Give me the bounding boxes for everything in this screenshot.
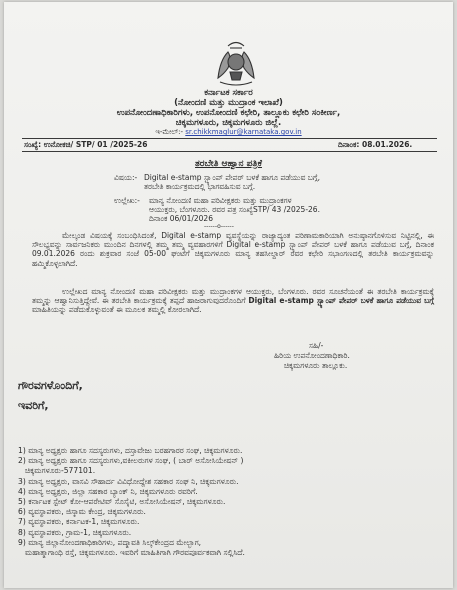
list-item: 6) ವ್ಯವಸ್ಥಾಪಕರು, ಜಿಸ್ಕಾಮ ಕೇಂದ್ರ, ಚಿಕ್ಕಮಗಳೂರು. (18, 507, 146, 517)
list-item: 8) ವ್ಯವಸ್ಥಾಪಕರು, ಗ್ರಾಮ-1, ಚಿಕ್ಕಮಗಳೂರು. (18, 527, 132, 537)
list-item: ಚಿಕ್ಕಮಗಳೂರು-577101. (25, 466, 96, 476)
body-paragraph-2-text: ಉಲ್ಲೇಖದ ಮಾನ್ಯ ನೋಂದಣಿ ಮಹಾ ಪರಿವೀಕ್ಷಕರು ಮತ್ತು ಮುದ್ರಾಂಕಗಳ ಆಯುಕ್ತರು, ಬೆಂಗಳೂರು. ರವರ ಸೂಚನೆಯಂತೆ ಈ ತರಬೇತಿ ಕಾರ್ಯಕ್ರಮಕ್ಕೆ ತಮ್ಮನ್ನು ಆಹ್ವಾನಿಸುತ್ತಿದ್ದೇವೆ. ಈ ತರಬೇತಿ ಕಾರ್ಯಕ್ರಮಕ್ಕೆ ತಪ್ಪದೆ ಹಾಜರಾಗುವುದರೊಂದಿಗೆ (32, 287, 434, 306)
list-item: 1) ಮಾನ್ಯ ಅಧ್ಯಕ್ಷರು ಹಾಗೂ ಸದಸ್ಯರುಗಳು, ದಸ್ತಾವೇಜು ಬರಹಗಾರರ ಸಂಘ, ಚಿಕ್ಕಮಗಳೂರು. (18, 446, 243, 455)
body-paragraph-2 (32, 287, 434, 315)
header-rule-bottom (22, 151, 437, 152)
list-item: 4) ಮಾನ್ಯ ಅಧ್ಯಕ್ಷರು, ಜಿಲ್ಲಾ ಸಹಕಾರ ಬ್ಯಾಂಕ್ ನಿ, ಚಿಕ್ಕಮಗಳೂರು ರವರಿಗೆ. (18, 486, 198, 496)
document-page (4, 2, 453, 588)
document-title: ತರಬೇತಿ ಆಹ್ವಾನ ಪತ್ರಿಕೆ (195, 159, 262, 169)
signature-sd: ಸಹಿ/- (309, 341, 324, 350)
list-item: 3) ಮಾನ್ಯ ಅಧ್ಯಕ್ಷರು, ವಾಸವಿ ಸೌಹಾರ್ದ ವಿವಿಧೋದ್ದೇಶ ಸಹಕಾರ ಸಂಘ ನಿ, ಚಿಕ್ಕಮಗಳೂರು. (18, 476, 239, 486)
list-item: 7) ವ್ಯವಸ್ಥಾಪಕರು, ಕರ್ನಾಟಕ-1, ಚಿಕ್ಕಮಗಳೂರು. (18, 517, 140, 527)
list-item: 9) ಮಾನ್ಯ ಜಿಲ್ಲಾನೋಂದಣಾಧಿಕಾರಿಗಳು, ಪದ್ಮಾವತಿ ಸಿಲ್ಕ್‌ಕೇಂದ್ರದ ಮೇಲ್ಭಾಗ, (18, 537, 202, 547)
subject-label: ವಿಷಯ:- (114, 173, 138, 182)
list-item: 5) ಕರ್ನಾಟಕ ಸ್ಟೇಟ್ ಕೋ-ಆಪರೇಟಿವ್ ಸೊಸೈಟಿ, ಅಸೋಸಿಯೇಷನ್, ಚಿಕ್ಕಮಗಳೂರು. (18, 497, 226, 507)
body-paragraph-1: ಮೇಲ್ಕಂಡ ವಿಷಯಕ್ಕೆ ಸಂಬಂಧಿಸಿದಂತೆ, Digital e-stamp ವ್ಯವಸ್ಥೆಯನ್ನು ರಾಜ್ಯಾದ್ಯಂತ ಪರಿಣಾಮಕಾರಿಯಾಗಿ ಅನುಷ್ಠಾನಗೊಳಿಸುವ ನಿಟ್ಟಿನಲ್ಲಿ, ಈ ಸೌಲಭ್ಯವನ್ನು ಸಾರ್ವಜನಿಕರು ಮುಂದಿನ ದಿನಗಳಲ್ಲಿ ತಮ್ಮ ತಮ್ಮ ವ್ಯವಹಾರಗಳಿಗೆ Digital e-stamp ಸ್ಟ್ಯಾಂಪ್ ಪೇಪರ್ ಬಳಕೆ ಹಾಗೂ ಪಡೆಯುವ ಬಗ್ಗೆ, ದಿನಾಂಕ 09.01.2026 ರಂದು ಶುಕ್ರವಾರ ಸಂಜೆ 05-00 ಘಂಟೆಗೆ ಚಿಕ್ಕಮಗಳೂರು ಮಾನ್ಯ ತಹಸೀಲ್ದಾರ್ ರವರ ಕಛೇರಿ ಸಭಾಂಗಣದಲ್ಲಿ ತರಬೇತಿ ಕಾರ್ಯಕ್ರಮವನ್ನು ಹಮ್ಮಿಕೊಳ್ಳಲಾಗಿದೆ. (32, 231, 434, 268)
body-paragraph-2-bold: Digital e-stamp ಸ್ಟ್ಯಾಂಪ್ ಪೇಪರ್ ಬಳಕೆ ಹಾಗೂ ಪಡೆಯುವ ಬಗ್ಗೆ (248, 296, 434, 306)
addressee-heading: ಇವರಿಗೆ, (18, 399, 49, 412)
body-paragraph-2-end: ಮಾಹಿತಿಯನ್ನು ಪಡೆದುಕೊಳ್ಳುವಂತೆ ಈ ಮೂಲಕ ತಮ್ಮಲ್ಲಿ ಕೋರಲಾಗಿದೆ. (32, 305, 202, 315)
signature-place: ಚಿಕ್ಕಮಗಳೂರು ತಾಲ್ಲೂಕು. (284, 361, 348, 370)
state-emblem-icon (210, 38, 262, 88)
email-label: ಇ-ಮೇಲ್:- (155, 128, 184, 136)
reference-label: ಉಲ್ಲೇಖ:- (114, 196, 140, 205)
department-name: (ನೋಂದಣಿ ಮತ್ತು ಮುದ್ರಾಂಕ ಇಲಾಖೆ) (174, 98, 283, 108)
reference-line-1: ಮಾನ್ಯ ನೋಂದಣಿ ಮಹಾ ಪರಿವೀಕ್ಷಕರು ಮತ್ತು ಮುದ್ರಾಂಕಗಳ (149, 196, 292, 205)
office-name: ಉಪನೋಂದಣಾಧಿಕಾರಿಗಳು, ಉಪನೋಂದಣಿ ಕಛೇರಿ, ತಾಲ್ಲೂಕು ಕಛೇರಿ ಸಂಕೀರ್ಣ, (116, 108, 341, 118)
email-link[interactable]: sr.chikkmaglur@karnataka.gov.in (185, 128, 302, 136)
header-rule-top (22, 138, 437, 139)
reference-line-3: ದಿನಾಂಕ 06/01/2026 (149, 214, 213, 223)
recipient-list (18, 446, 438, 558)
list-item: 2) ಮಾನ್ಯ ಅಧ್ಯಕ್ಷರು ಹಾಗೂ ಸದಸ್ಯರುಗಳು,ವಕೀಲರುಗಳ ಸಂಘ, ( ಬಾರ್ ಅಸೋಸಿಯೇಷನ್ ) (18, 456, 244, 466)
reference-line-2: ಆಯುಕ್ತರು, ಬೆಂಗಳೂರು. ರವರ ಪತ್ರ ಸಂಖ್ಯೆSTP/ 43 /2025-26. (149, 205, 320, 214)
greeting: ಗೌರವಗಳೊಂದಿಗೆ, (18, 379, 83, 392)
subject-line-1: Digital e-stamp ಸ್ಟ್ಯಾಂಪ್ ಪೇಪರ್ ಬಳಕೆ ಹಾಗೂ ಪಡೆಯುವ ಬಗ್ಗೆ, (144, 173, 321, 182)
office-place: ಚಿಕ್ಕಮಗಳೂರು, ಚಿಕ್ಕಮಗಳೂರು ಜಿಲ್ಲೆ. (175, 118, 282, 128)
separator: ------o------ (204, 223, 234, 230)
email-line (4, 127, 453, 138)
subject-line-2: ತರಬೇತಿ ಕಾರ್ಯಕ್ರಮದಲ್ಲಿ ಭಾಗವಹಿಸುವ ಬಗ್ಗೆ. (144, 182, 256, 191)
reference-date: ದಿನಾಂಕ: 08.01.2026. (338, 140, 413, 149)
state-name: ಕರ್ನಾಟಕ ಸರ್ಕಾರ (204, 88, 253, 98)
reference-number: ಸಂಖ್ಯೆ: ಉನೋಕಚಿ/ STP/ 01 /2025-26 (24, 140, 148, 149)
list-item: ಮಹಾತ್ಮಾಗಾಂಧಿ ರಸ್ತೆ, ಚಿಕ್ಕಮಗಳೂರು. ಇವರಿಗೆ ಮಾಹಿತಿಗಾಗಿ ಗೌರವಪೂರ್ವಕವಾಗಿ ಸಲ್ಲಿಸಿದೆ. (25, 548, 245, 558)
signature-designation: ಹಿರಿಯ ಉಪನೋಂದಣಾಧಿಕಾರಿ. (274, 351, 350, 360)
